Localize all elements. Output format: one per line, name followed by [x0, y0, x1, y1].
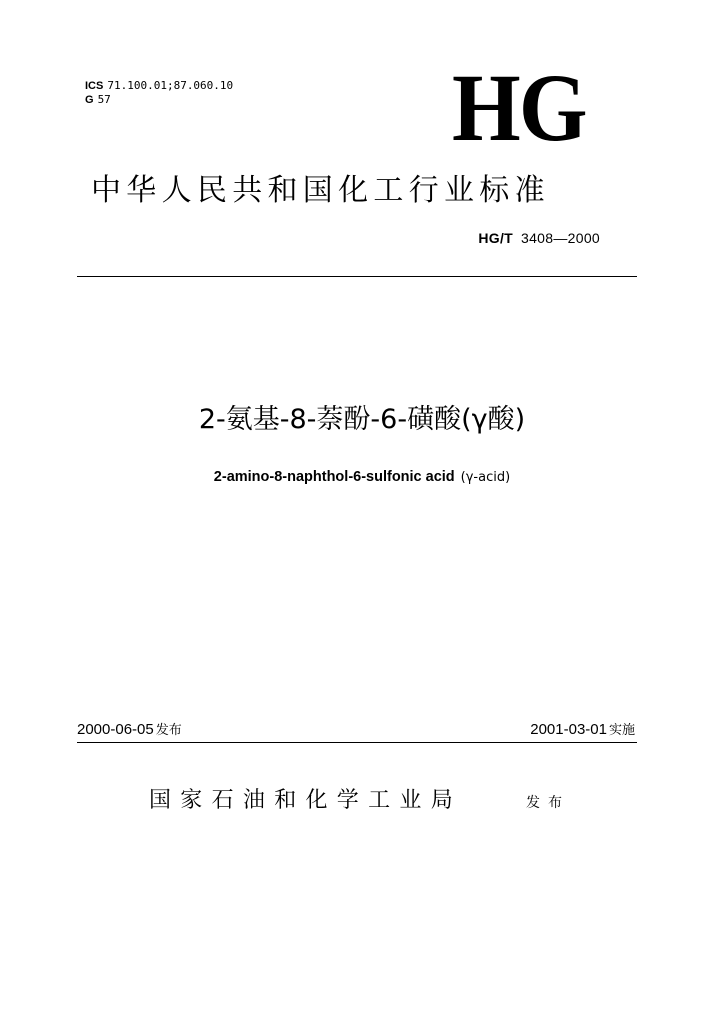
ccs-label: G — [85, 94, 94, 106]
ccs-code-line — [85, 93, 233, 107]
implementation-date-value: 2001-03-01 — [530, 721, 607, 738]
bottom-divider — [77, 742, 637, 743]
issue-date-label: 发布 — [155, 723, 182, 738]
document-title-chinese: 2-氨基-8-萘酚-6-磺酸(γ酸) — [198, 404, 526, 435]
implementation-date-label: 实施 — [608, 723, 635, 738]
ics-code-line — [85, 79, 233, 93]
document-title-english — [0, 467, 724, 488]
standard-code: 3408—2000 — [521, 230, 600, 246]
issue-date-value: 2000-06-05 — [77, 721, 154, 738]
ccs-value: 57 — [97, 93, 111, 106]
publisher-name: 国家石油和化学工业局 — [149, 788, 463, 813]
standard-prefix: HG/T — [478, 230, 513, 246]
publisher-suffix: 发布 — [526, 795, 570, 811]
english-title-text: 2-amino-8-naphthol-6-sulfonic acid — [213, 469, 455, 485]
ics-value: 71.100.01;87.060.10 — [107, 79, 234, 92]
hg-logo: HG — [452, 54, 586, 161]
classification-codes — [85, 79, 233, 107]
english-title-paren: (γ-acid) — [460, 470, 511, 485]
standard-number — [478, 230, 600, 246]
implementation-date — [530, 721, 635, 740]
issue-date — [77, 721, 182, 740]
top-divider — [77, 276, 637, 277]
organization-title: 中华人民共和国化工行业标准 — [91, 173, 550, 208]
ics-label: ICS — [85, 80, 104, 92]
